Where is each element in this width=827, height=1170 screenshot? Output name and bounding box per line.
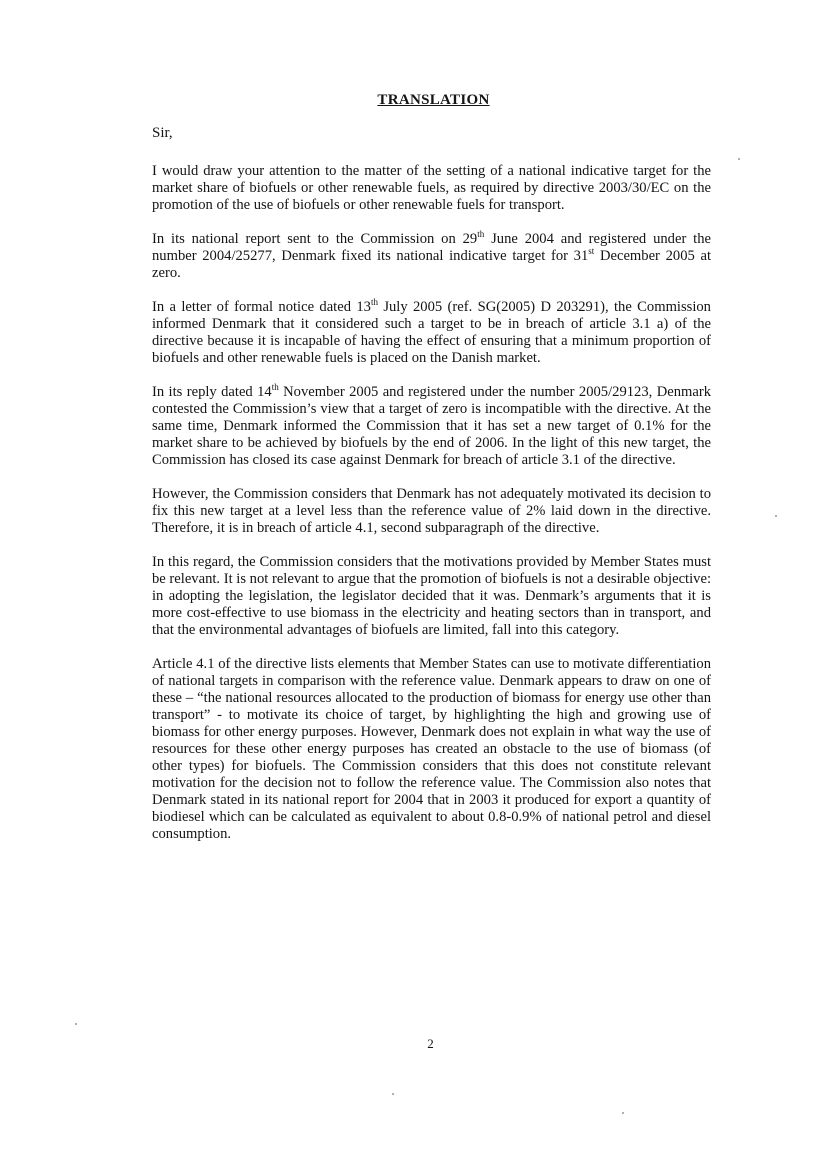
scan-speck — [738, 158, 740, 160]
paragraph-1: I would draw your attention to the matter of the setting of a national indicative target for the market share of biofuels or other renewable fuels, as required by directive 2003/30/EC on the promotion of the use of biofuels or other renewable fuels for transport. — [152, 163, 711, 213]
page-number: 2 — [427, 1036, 434, 1051]
document-title: TRANSLATION — [377, 92, 490, 108]
document-body — [152, 92, 711, 860]
salutation: Sir, — [152, 125, 173, 141]
scan-speck — [75, 1023, 77, 1025]
paragraph-4: In its reply dated 14th November 2005 and registered under the number 2005/29123, Denmark contested the Commission’s view that a target of zero is incompatible with the directive. At the same time, Denmark informed the Commission that it has set a new target of 0.1% for the market share to be achieved by biofuels by the end of 2006. In the light of this new target, the Commission has closed its case against Denmark for breach of article 3.1 of the directive. — [152, 382, 711, 468]
scan-speck — [775, 515, 777, 517]
paragraph-2: In its national report sent to the Commission on 29th June 2004 and registered under the number 2004/25277, Denmark fixed its national indicative target for 31st December 2005 at zero. — [152, 229, 711, 281]
scan-speck — [622, 1112, 624, 1114]
paragraph-6: In this regard, the Commission considers that the motivations provided by Member States must be relevant. It is not relevant to argue that the promotion of biofuels is not a desirable objective: in adopting the legislation, the legislator decided that it was. Denmark’s arguments that it is more cost-effective to use biomass in the electricity and heating sectors than in transport, and that the environmental advantages of biofuels are limited, fall into this category. — [152, 554, 711, 638]
paragraph-3: In a letter of formal notice dated 13th July 2005 (ref. SG(2005) D 203291), the Commission informed Denmark that it considered such a target to be in breach of article 3.1 a) of the directive because it is incapable of having the effect of ensuring that a minimum proportion of biofuels and other renewable fuels is placed on the Danish market. — [152, 297, 711, 366]
paragraph-7: Article 4.1 of the directive lists elements that Member States can use to motivate differentiation of national targets in comparison with the reference value. Denmark appears to draw on one of these – “the national resources allocated to the production of biomass for energy use other than transport” - to motivate its choice of target, by highlighting the high and growing use of biomass for other energy purposes. However, Denmark does not explain in what way the use of resources for these other energy purposes has created an obstacle to the use of biomass (of other types) for biofuels. The Commission considers that this does not constitute relevant motivation for the decision not to follow the reference value. The Commission also notes that Denmark stated in its national report for 2004 that in 2003 it produced for export a quantity of biodiesel which can be calculated as equivalent to about 0.8-0.9% of national petrol and diesel consumption. — [152, 656, 711, 842]
paragraph-5: However, the Commission considers that Denmark has not adequately motivated its decision to fix this new target at a level less than the reference value of 2% laid down in the directive. Therefore, it is in breach of article 4.1, second subparagraph of the directive. — [152, 486, 711, 536]
scan-speck — [392, 1093, 394, 1095]
